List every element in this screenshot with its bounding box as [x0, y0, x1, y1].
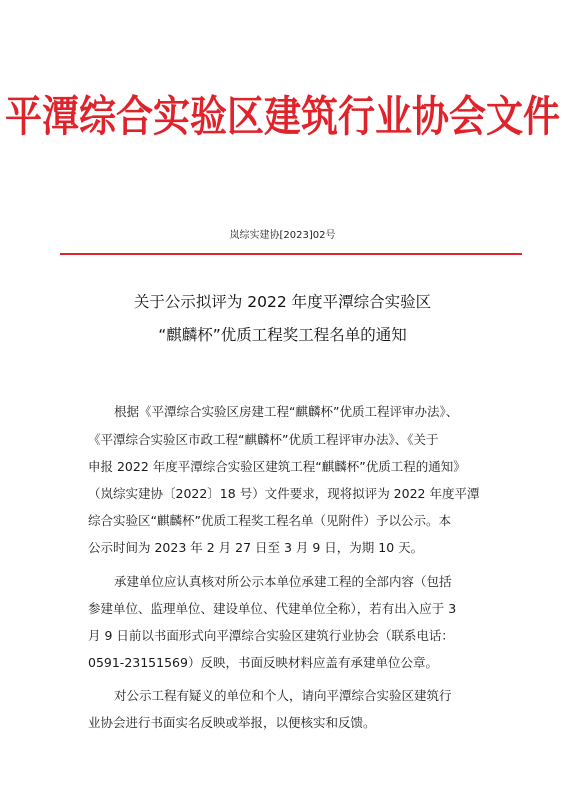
paragraph-2-line: 0591-23151569）反映，书面反映材料应盖有承建单位公章。 [88, 655, 438, 670]
paragraph-1-line: （岚综实建协〔2022〕18 号）文件要求，现将拟评为 2022 年度平潭 [88, 486, 480, 501]
paragraph-2-line: 承建单位应认真核对所公示本单位承建工程的全部内容（包括 [114, 574, 452, 589]
red-divider-line [60, 253, 522, 255]
paragraph-3-line: 业协会进行书面实名反映或举报，以便核实和反馈。 [88, 715, 376, 730]
document-number: 岚综实建协[2023]02号 [229, 230, 336, 241]
paragraph-2-line: 月 9 日前以书面形式向平潭综合实验区建筑行业协会（联系电话： [88, 628, 454, 643]
notice-title-line-1: 关于公示拟评为 2022 年度平潭综合实验区 [133, 293, 432, 311]
paragraph-2-line: 参建单位、监理单位、建设单位、代建单位全称），若有出入应于 3 [88, 601, 457, 616]
paragraph-3-line: 对公示工程有疑义的单位和个人，请向平潭综合实验区建筑行 [114, 688, 452, 703]
paragraph-1-line: 公示时间为 2023 年 2 月 27 日至 3 月 9 日，为期 10 天。 [88, 540, 424, 555]
paragraph-1-line: 综合实验区“麒麟杯”优质工程奖工程名单（见附件）予以公示。本 [88, 513, 451, 528]
paragraph-1-line: 《平潭综合实验区市政工程“麒麟杯”优质工程评审办法》、《关于 [88, 432, 439, 447]
notice-title-line-2: “麒麟杯”优质工程奖工程名单的通知 [158, 326, 407, 344]
paragraph-1-line: 申报 2022 年度平潭综合实验区建筑工程“麒麟杯”优质工程的通知》 [88, 459, 466, 474]
paragraph-1-line: 根据《平潭综合实验区房建工程“麒麟杯”优质工程评审办法》、 [114, 404, 459, 419]
org-header-title: 平潭综合实验区建筑行业协会文件 [5, 90, 560, 142]
